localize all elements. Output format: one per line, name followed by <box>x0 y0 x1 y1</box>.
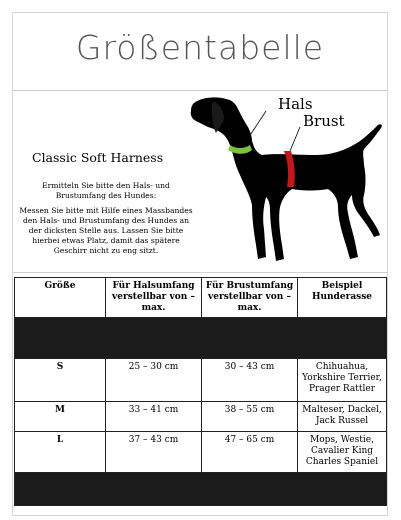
label-chest: Brust <box>303 112 345 130</box>
cell-breeds: Mops, Westie, Cavalier King Charles Spaniel <box>298 432 387 473</box>
table-row <box>15 432 387 473</box>
header-chest: Für Brustumfang verstellbar von – max. <box>202 278 298 318</box>
table-header-row <box>15 278 387 318</box>
header-size: Größe <box>15 278 106 318</box>
instruction-intro: Ermitteln Sie bitte den Hals- und Brustumfang des Hundes: <box>42 181 170 200</box>
table-row <box>15 359 387 402</box>
table-row <box>15 402 387 432</box>
label-neck: Hals <box>278 95 313 113</box>
table-spacer-row <box>15 318 387 359</box>
cell-chest: 30 – 43 cm <box>202 359 298 402</box>
cell-size: S <box>15 359 106 402</box>
footer-cell <box>15 473 387 506</box>
dog-illustration <box>188 95 384 270</box>
size-table <box>14 277 387 506</box>
dog-silhouette-icon <box>188 95 384 270</box>
cell-breeds: Chihuahua, Yorkshire Terrier, Prager Rattler <box>298 359 387 402</box>
cell-chest: 47 – 65 cm <box>202 432 298 473</box>
cell-neck: 25 – 30 cm <box>106 359 202 402</box>
cell-neck: 37 – 43 cm <box>106 432 202 473</box>
product-name: Classic Soft Harness <box>32 150 164 165</box>
section-divider <box>13 272 387 273</box>
page-title: Größentabelle <box>75 27 325 67</box>
cell-size: L <box>15 432 106 473</box>
spacer-cell <box>15 318 387 359</box>
title-divider <box>13 90 387 91</box>
header-breed: Beispiel Hunderasse <box>298 278 387 318</box>
measurement-instructions <box>16 181 196 261</box>
cell-breeds: Malteser, Dackel, Jack Russel <box>298 402 387 432</box>
header-neck: Für Halsumfang verstellbar von – max. <box>106 278 202 318</box>
instruction-detail: Messen Sie bitte mit Hilfe eines Massbandes den Hals- und Brustumfang des Hundes an der dicksten Stelle aus. Lassen Sie bitte hierbei etwas Platz, damit das spätere Geschirr nicht zu eng sitzt. <box>19 206 193 255</box>
cell-chest: 38 – 55 cm <box>202 402 298 432</box>
cell-size: M <box>15 402 106 432</box>
cell-neck: 33 – 41 cm <box>106 402 202 432</box>
table-footer-row <box>15 473 387 506</box>
product-info-section <box>16 95 384 270</box>
